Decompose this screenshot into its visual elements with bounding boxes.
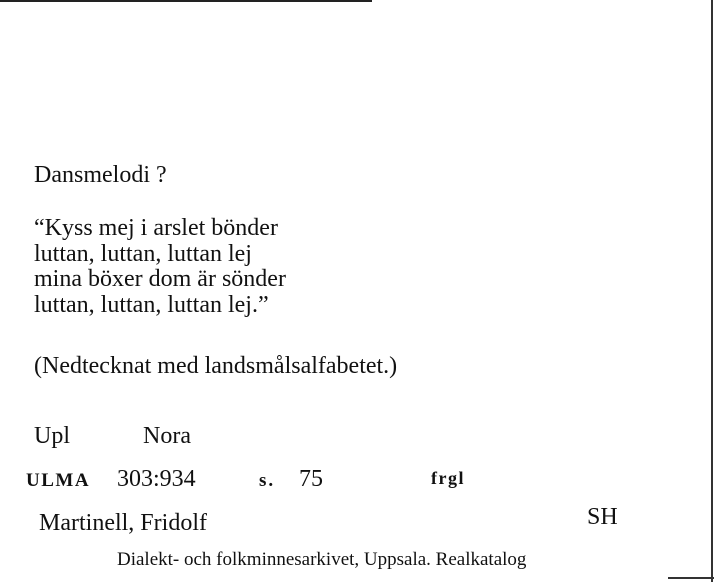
- verse-block: [34, 216, 286, 318]
- verse-line: luttan, luttan, luttan lej.”: [34, 291, 269, 318]
- verse-line: “Kyss mej i arslet bönder: [34, 215, 278, 241]
- card-top-edge: [0, 0, 372, 2]
- author-name: Martinell, Fridolf: [39, 510, 207, 536]
- archive-footer: Dialekt- och folkminnesarkivet, Uppsala. Realkatalog: [117, 549, 527, 570]
- genre-code: frgl: [431, 468, 465, 488]
- page-number: 75: [299, 466, 323, 492]
- parish-label: Nora: [143, 423, 191, 449]
- record-number: 303:934: [117, 466, 196, 492]
- transcription-note: (Nedtecknat med landsmålsalfabetet.): [34, 353, 398, 379]
- card-bottom-edge: [668, 577, 714, 579]
- verse-line: luttan, luttan, luttan lej: [34, 240, 252, 267]
- archive-code: ULMA: [26, 470, 91, 491]
- recorder-initials: SH: [587, 504, 618, 530]
- province-label: Upl: [34, 423, 70, 449]
- card-right-edge: [711, 0, 713, 582]
- verse-line: mina böxer dom är sönder: [34, 266, 286, 292]
- page-label: s.: [259, 470, 276, 491]
- card-title: Dansmelodi ?: [34, 162, 167, 188]
